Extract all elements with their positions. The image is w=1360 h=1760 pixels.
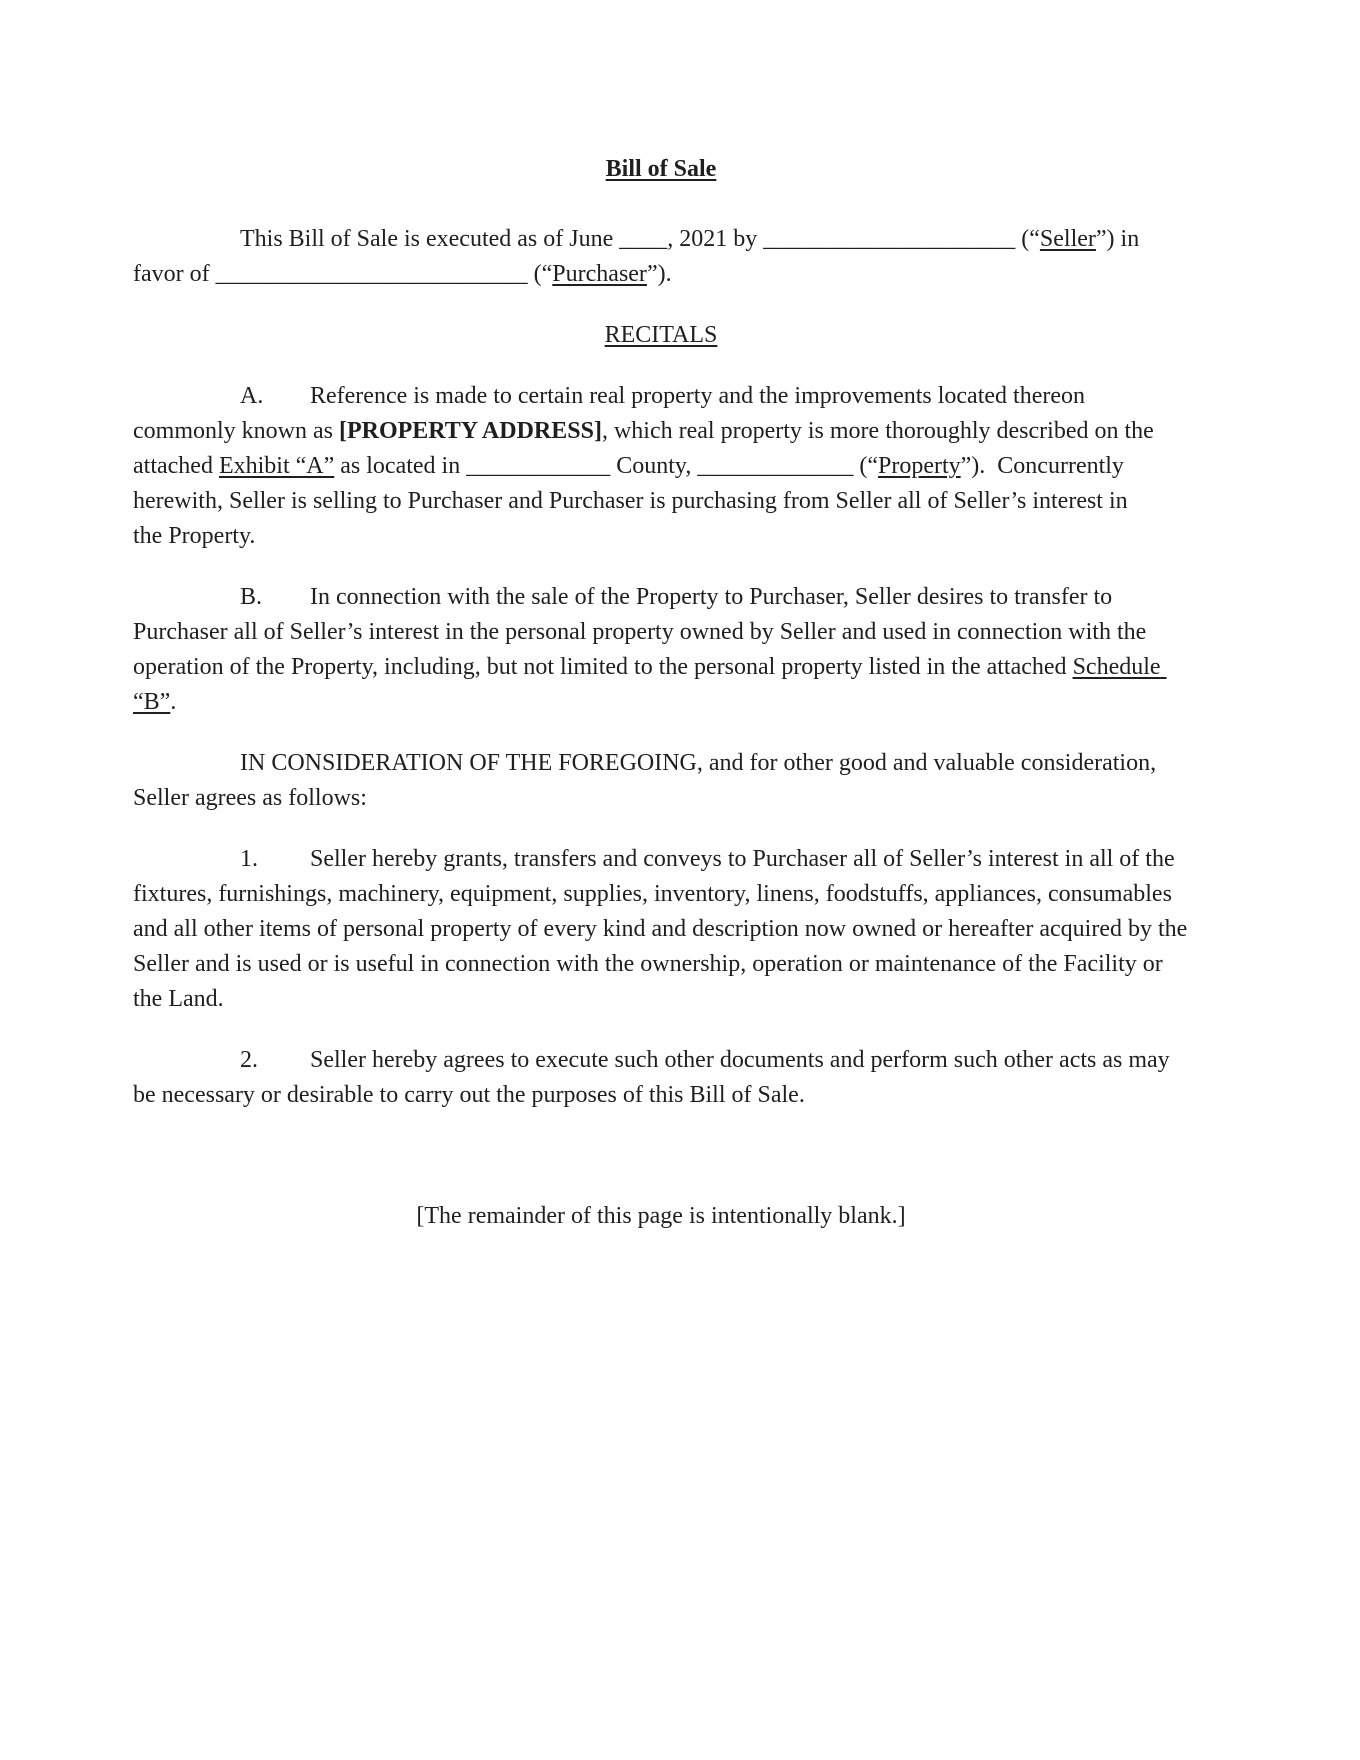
- text-segment: (“: [527, 261, 553, 287]
- remainder-note-text: [The remainder of this page is intentionally blank.]: [416, 1203, 906, 1229]
- recital-a-label: A.: [240, 383, 264, 409]
- county-blank: ____________: [466, 453, 611, 479]
- item-2: [133, 1043, 1189, 1113]
- purchaser-term: Purchaser: [552, 261, 647, 287]
- recitals-heading: [133, 318, 1189, 353]
- text-segment: ”). Concurrently herewith, Seller is selling to Purchaser and Purchaser is purchasing from Seller all of Seller’s interest in the Property.: [133, 453, 1134, 549]
- schedule-b-term: Schedule “B”: [133, 654, 1167, 715]
- property-address-placeholder: [PROPERTY ADDRESS]: [338, 418, 602, 444]
- document-content: [133, 152, 1194, 1234]
- recitals-heading-text: RECITALS: [604, 322, 718, 348]
- remainder-note: [133, 1199, 1189, 1234]
- text-segment: as located in: [334, 453, 467, 479]
- text-segment: In connection with the sale of the Property to Purchaser, Seller desires to transfer to Purchaser all of Seller’s interest in the personal property owned by Seller and used in connection with the operation of the Property, including, but not limited to the personal property listed in the attached: [133, 584, 1153, 680]
- recital-b: [133, 580, 1189, 720]
- text-segment: County,: [610, 453, 698, 479]
- item-1: [133, 842, 1194, 1017]
- text-segment: This Bill of Sale is executed as of June: [240, 226, 620, 252]
- text-segment: ”).: [646, 261, 672, 287]
- text-segment: (“: [853, 453, 878, 479]
- text-segment: .: [170, 689, 177, 715]
- text-segment: (“: [1015, 226, 1040, 252]
- text-segment: ”) in favor of: [133, 226, 1146, 287]
- text-segment: Reference is made to certain real property and the improvements located thereon commonly known as: [133, 383, 1091, 444]
- text-segment: Seller hereby grants, transfers and conveys to Purchaser all of Seller’s interest in all of the fixtures, furnishings, machinery, equipment, supplies, inventory, linens, foodstuffs, appliances, consumables and all other items of personal property of every kind and description now owned or hereafter acquired by the Seller and is used or is useful in connection with the ownership, operation or maintenance of the Facility or the Land.: [133, 846, 1194, 1012]
- intro-paragraph: [133, 222, 1189, 292]
- text-segment: Seller hereby agrees to execute such other documents and perform such other acts as may be necessary or desirable to carry out the purposes of this Bill of Sale.: [133, 1047, 1176, 1108]
- state-blank: _____________: [697, 453, 854, 479]
- date-blank: ____: [619, 226, 668, 252]
- doc-title-text: Bill of Sale: [605, 156, 717, 182]
- doc-title: [133, 152, 1189, 187]
- item-2-label: 2.: [240, 1047, 258, 1073]
- seller-name-blank: _____________________: [763, 226, 1016, 252]
- property-term: Property: [878, 453, 961, 479]
- purchaser-name-blank: __________________________: [215, 261, 528, 287]
- recital-b-label: B.: [240, 584, 263, 610]
- exhibit-a-term: Exhibit “A”: [218, 453, 335, 479]
- recital-a: [133, 379, 1160, 554]
- text-segment: , which real property is more thoroughly described on the attached: [133, 418, 1160, 479]
- seller-term: Seller: [1039, 226, 1096, 252]
- consideration-paragraph: [133, 746, 1189, 816]
- text-segment: , 2021 by: [667, 226, 764, 252]
- text-segment: IN CONSIDERATION OF THE FOREGOING, and for other good and valuable consideration, Seller agrees as follows:: [133, 750, 1163, 811]
- item-1-label: 1.: [240, 846, 258, 872]
